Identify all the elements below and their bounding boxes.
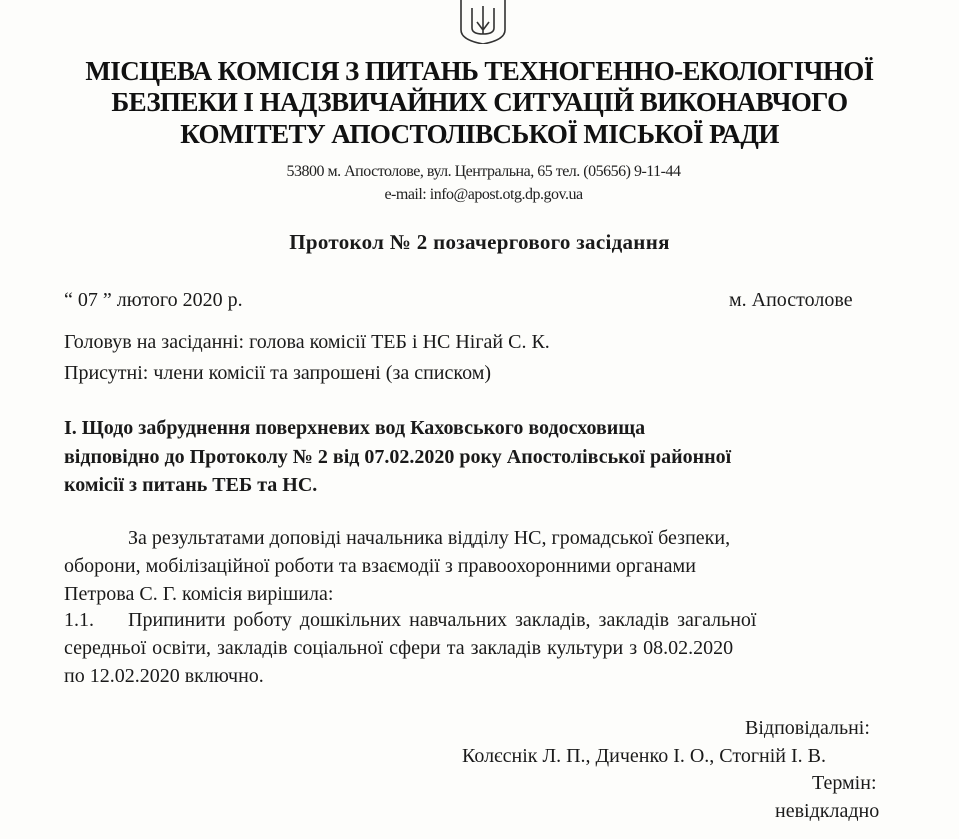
protocol-date: “ 07 ” лютого 2020 р. (64, 289, 243, 311)
protocol-place: м. Апостолове (729, 289, 853, 311)
term-label: Термін: (812, 772, 877, 794)
paragraph-line-3: Петрова С. Г. комісія вирішила: (64, 583, 334, 605)
item-line-1: Припинити роботу дошкільних навчальних закладів, закладів загальної (128, 609, 757, 631)
item-number: 1.1. (64, 609, 94, 631)
coat-of-arms-icon (455, 0, 511, 44)
term-value: невідкладно (775, 800, 880, 822)
responsible-names: Колєснік Л. П., Диченко І. О., Стогній І. В. (462, 745, 827, 767)
address-line: 53800 м. Апостолове, вул. Центральна, 65 тел. (05656) 9-11-44 (286, 163, 681, 180)
org-name-line-1: МІСЦЕВА КОМІСІЯ З ПИТАНЬ ТЕХНОГЕННО-ЕКОЛОГІЧНОЇ (85, 56, 874, 86)
paragraph-line-1: За результатами доповіді начальника відділу НС, громадської безпеки, (128, 527, 731, 549)
email-line: e-mail: info@apost.otg.dp.gov.ua (384, 186, 583, 203)
section-heading-line-3: комісії з питань ТЕБ та НС. (64, 474, 318, 496)
section-heading-line-1: І. Щодо забруднення поверхневих вод Каховського водосховища (64, 417, 646, 439)
protocol-title: Протокол № 2 позачергового засідання (289, 230, 670, 254)
org-name-line-3: КОМІТЕТУ АПОСТОЛІВСЬКОЇ МІСЬКОЇ РАДИ (180, 119, 779, 149)
paragraph-line-2: оборони, мобілізаційної роботи та взаємодії з правоохоронними органами (64, 555, 696, 577)
responsible-label: Відповідальні: (745, 717, 870, 739)
item-line-2: середньої освіти, закладів соціальної сфери та закладів культури з 08.02.2020 (64, 637, 734, 659)
org-name-line-2: БЕЗПЕКИ І НАДЗВИЧАЙНИХ СИТУАЦІЙ ВИКОНАВЧОГО (111, 87, 848, 117)
chair-line: Головув на засіданні: голова комісії ТЕБ і НС Нігай С. К. (64, 331, 550, 353)
present-line: Присутні: члени комісії та запрошені (за списком) (64, 362, 492, 384)
item-line-3: по 12.02.2020 включно. (64, 665, 264, 687)
section-heading-line-2: відповідно до Протоколу № 2 від 07.02.2020 року Апостолівської районної (64, 446, 732, 468)
